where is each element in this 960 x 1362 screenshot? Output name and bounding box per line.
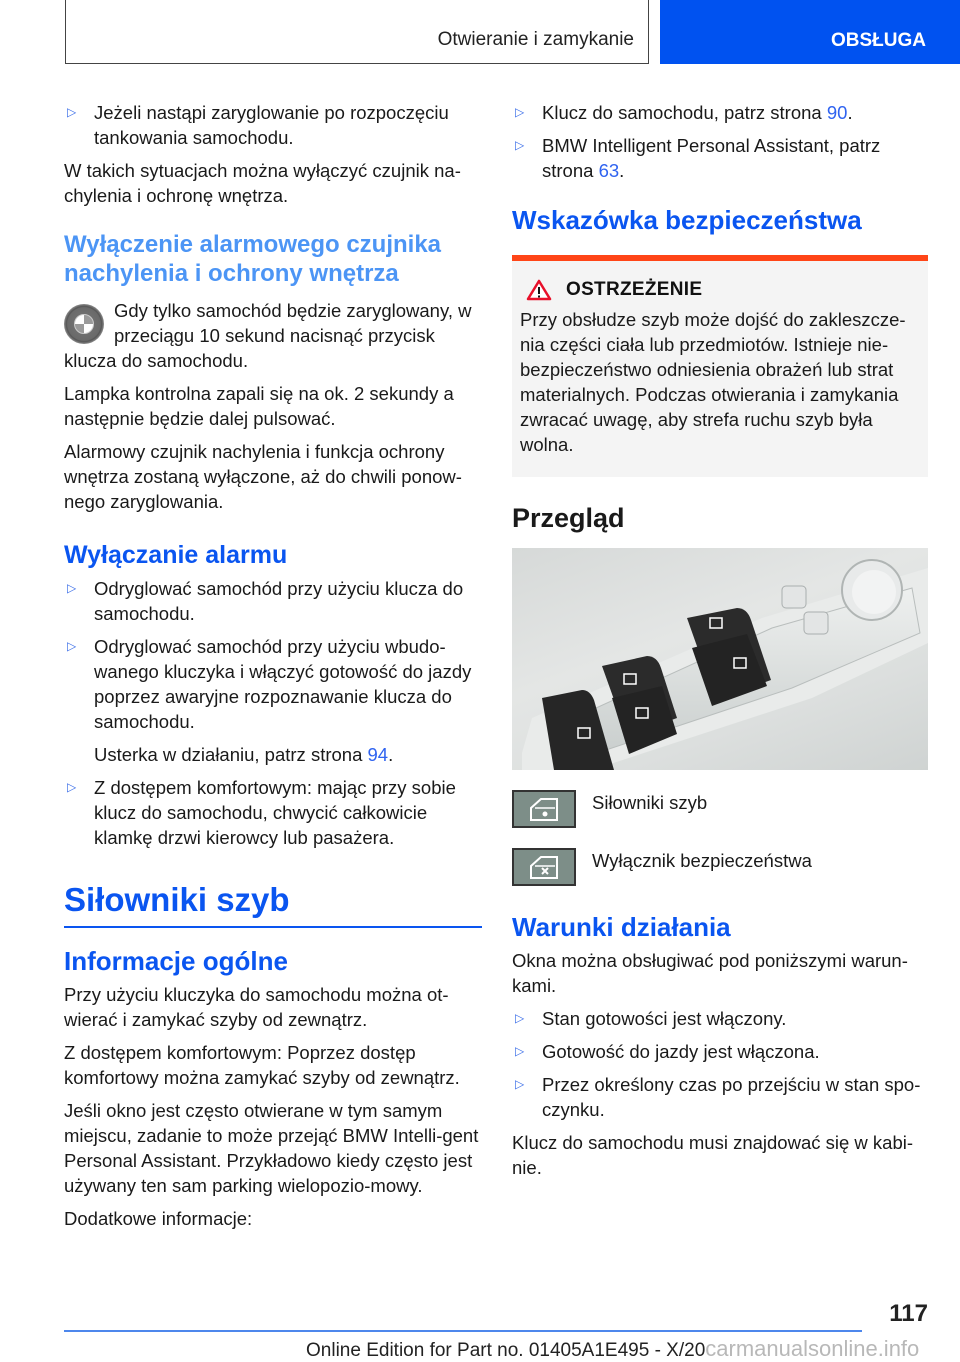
- warning-title: OSTRZEŻENIE: [566, 279, 703, 300]
- bmw-button-paragraph: Gdy tylko samochód będzie zaryglowany, w przeciągu 10 sekund nacisnąć przycisk klucza do samochodu.: [64, 300, 472, 371]
- list-item: ▷ Przez określony czas po przejściu w stan spo-czynku.: [512, 1072, 928, 1122]
- triangle-bullet-icon: ▷: [515, 1044, 525, 1058]
- list-item: ▷ Z dostępem komfortowym: mając przy sobie klucz do samochodu, chwycić całkowicie klamkę drzwi kierowcy lub pasażera.: [64, 775, 482, 850]
- paragraph: Jeśli okno jest często otwierane w tym samym miejscu, zadanie to może przejąć BMW Intelli-gent Personal Assistant. Przykładowo kiedy często jest używany ten sam parking wielopozio-mowy.: [64, 1100, 479, 1196]
- triangle-bullet-icon: ▷: [515, 105, 525, 119]
- chapter-tab: [65, 0, 649, 64]
- paragraph: Przy użyciu kluczyka do samochodu można ot-wierać i zamykać szyby od zewnątrz.: [64, 984, 449, 1030]
- footer-edition: Online Edition for Part no. 01405A1E495 - X/20carmanualsonline.info: [306, 1336, 920, 1361]
- right-column: [512, 100, 928, 1188]
- list-item: ▷ BMW Intelligent Personal Assistant, patrz strona 63.: [512, 133, 928, 183]
- triangle-bullet-icon: ▷: [67, 105, 77, 119]
- footer-rule: [64, 1330, 862, 1332]
- list-item: ▷ Odryglować samochód przy użyciu wbudo-wanego kluczyka i włączyć gotowość do jazdy poprzez awaryjne rozpoznawanie klucza do samochodu. Usterka w działaniu, patrz strona 94.: [64, 634, 482, 767]
- list-item: ▷ Jeżeli nastąpi zaryglowanie po rozpoczęciu tankowania samochodu.: [64, 100, 482, 150]
- triangle-bullet-icon: ▷: [67, 780, 77, 794]
- page-link[interactable]: 90: [826, 102, 848, 123]
- paragraph: Klucz do samochodu musi znajdować się w kabi-nie.: [512, 1132, 914, 1178]
- warning-box: [512, 255, 928, 477]
- page-link[interactable]: 63: [598, 160, 620, 181]
- triangle-bullet-icon: ▷: [67, 639, 77, 653]
- warning-text: Przy obsłudze szyb może dojść do zakleszcze-nia części ciała lub przedmiotów. Istnieje nie-bezpieczeństwo odniesienia obrażeń lub strat materialnych. Podczas otwierania i zamykania zwracać uwagę, aby strefa ruchu szyb była wolna.: [520, 309, 906, 455]
- paragraph: Alarmowy czujnik nachylenia i funkcja ochrony wnętrza zostaną wyłączone, aż do chwili ponow-nego zaryglowania.: [64, 441, 462, 512]
- paragraph: W takich sytuacjach można wyłączyć czujnik na-chylenia i ochronę wnętrza.: [64, 160, 461, 206]
- page-reference: Usterka w działaniu, patrz strona 94.: [94, 744, 394, 765]
- chapter-title: Otwieranie i zamykanie: [437, 29, 634, 50]
- bmw-key-button-icon: [64, 304, 104, 344]
- page-number: 117: [889, 1300, 928, 1327]
- heading-general-info: Informacje ogólne: [64, 946, 288, 976]
- paragraph: Okna można obsługiwać pod poniższymi warun-kami.: [512, 950, 908, 996]
- window-switch-photo: [512, 548, 928, 770]
- window-lifter-icon: [512, 790, 576, 828]
- triangle-bullet-icon: ▷: [515, 1011, 525, 1025]
- page-link[interactable]: 94: [367, 744, 389, 765]
- safety-switch-icon: [512, 848, 576, 886]
- heading-disable-alarm: Wyłączanie alarmu: [64, 541, 288, 569]
- heading-operating-conditions: Warunki działania: [512, 912, 731, 942]
- triangle-bullet-icon: ▷: [515, 138, 525, 152]
- warning-triangle-icon: [526, 279, 552, 301]
- list-item: ▷ Odryglować samochód przy użyciu klucza do samochodu.: [64, 576, 482, 626]
- left-column: [64, 100, 482, 1239]
- watermark: carmanualsonline.info: [705, 1336, 920, 1361]
- list-item: ▷ Stan gotowości jest włączony.: [512, 1006, 928, 1031]
- section-tab: [660, 0, 960, 64]
- heading-rule: [64, 926, 482, 928]
- heading-safety-note: Wskazówka bezpieczeństwa: [512, 205, 862, 235]
- heading-disable-sensor: Wyłączenie alarmowego czujnika nachylenia i ochrony wnętrza: [64, 231, 442, 287]
- section-title: OBSŁUGA: [831, 30, 926, 51]
- paragraph: Lampka kontrolna zapali się na ok. 2 sekundy a następnie będzie dalej pulsować.: [64, 383, 454, 429]
- legend-item: Wyłącznik bezpieczeństwa: [512, 848, 928, 886]
- triangle-bullet-icon: ▷: [515, 1077, 525, 1091]
- paragraph: Dodatkowe informacje:: [64, 1208, 253, 1229]
- heading-window-lifters: Siłowniki szyb: [64, 881, 290, 918]
- window-switches-image: [512, 548, 928, 770]
- list-item: ▷ Gotowość do jazdy jest włączona.: [512, 1039, 928, 1064]
- paragraph: Z dostępem komfortowym: Poprzez dostęp komfortowy można zamykać szyby od zewnątrz.: [64, 1042, 460, 1088]
- legend-item: Siłowniki szyb: [512, 790, 928, 828]
- heading-overview: Przegląd: [512, 503, 625, 533]
- triangle-bullet-icon: ▷: [67, 581, 77, 595]
- list-item: ▷ Klucz do samochodu, patrz strona 90.: [512, 100, 928, 125]
